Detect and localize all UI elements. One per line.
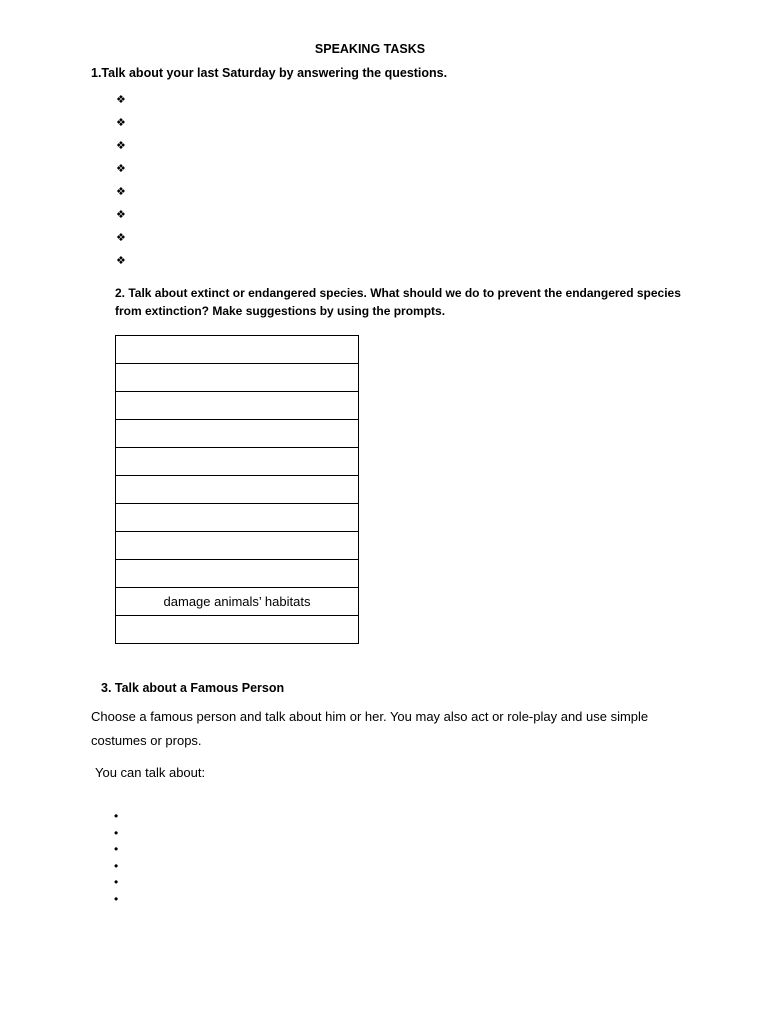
diamond-bullet-icon: ❖	[116, 185, 126, 198]
diamond-bullet-icon: ❖	[116, 231, 126, 244]
diamond-bullet-icon: ❖	[116, 139, 126, 152]
round-bullet-icon: •	[114, 825, 119, 840]
page-title: SPEAKING TASKS	[314, 42, 426, 56]
prompt-cell	[116, 504, 359, 532]
task3-paragraph: Choose a famous person and talk about him or her. You may also act or role-play and use simple costumes or props.	[91, 709, 649, 748]
prompts-table	[115, 335, 359, 644]
task2-heading: 2. Talk about extinct or endangered species. What should we do to prevent the endangered species from extinction? Make suggestions by using the prompts.	[115, 286, 681, 318]
diamond-bullet-icon: ❖	[116, 116, 126, 129]
prompt-cell	[116, 616, 359, 644]
prompt-cell	[116, 476, 359, 504]
diamond-bullet-icon: ❖	[116, 254, 126, 267]
round-bullet-icon: •	[114, 842, 119, 856]
diamond-bullet-icon: ❖	[116, 162, 126, 175]
diamond-bullet-icon: ❖	[116, 208, 126, 221]
round-bullet-icon: •	[114, 809, 119, 823]
task1-bullet-list	[116, 90, 126, 274]
task3-bullet-list	[114, 808, 118, 907]
round-bullet-icon: •	[114, 891, 119, 906]
prompt-cell	[116, 392, 359, 420]
prompt-cell	[116, 336, 359, 364]
round-bullet-icon: •	[114, 875, 119, 889]
diamond-bullet-icon: ❖	[116, 93, 126, 106]
task1-heading: 1.Talk about your last Saturday by answering the questions.	[91, 66, 448, 80]
prompt-cell	[116, 532, 359, 560]
task3-subheading: You can talk about:	[95, 765, 206, 780]
round-bullet-icon: •	[114, 858, 119, 873]
prompt-cell	[116, 364, 359, 392]
prompt-cell-habitats: damage animals’ habitats	[116, 588, 359, 616]
prompt-cell	[116, 560, 359, 588]
prompt-cell	[116, 420, 359, 448]
task3-heading: 3. Talk about a Famous Person	[101, 681, 285, 695]
prompt-cell	[116, 448, 359, 476]
